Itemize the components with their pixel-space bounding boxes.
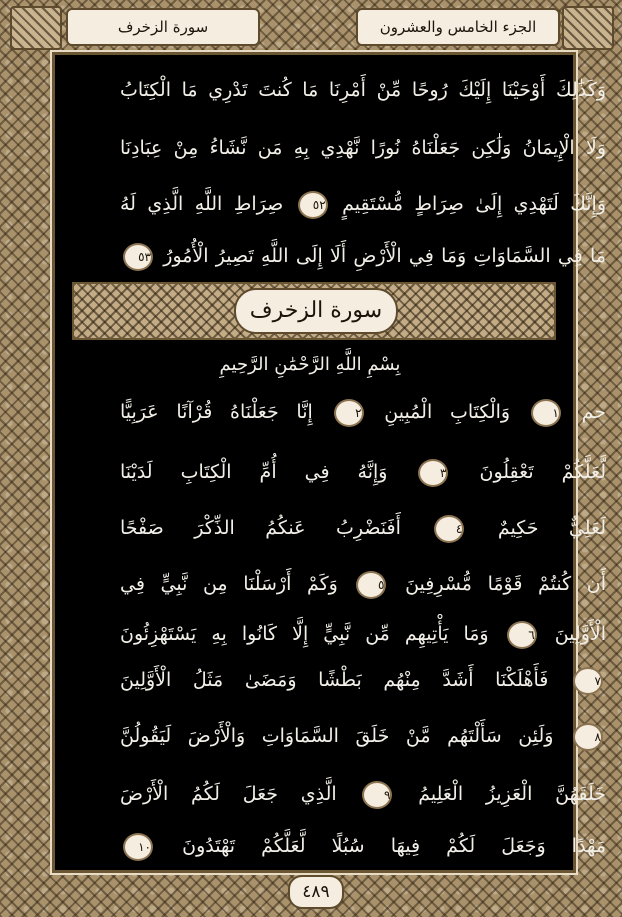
- ayah-marker: ٥٢: [298, 191, 328, 219]
- ayah-marker: ٤: [434, 515, 464, 543]
- verse-text: وَالْكِتَابِ الْمُبِينِ: [384, 401, 511, 423]
- ayah-marker: ١٠: [123, 833, 153, 861]
- verse-line: [120, 508, 606, 548]
- ayah-marker: ٧: [573, 667, 603, 695]
- verse-text: مَا فِي السَّمَاوَاتِ وَمَا فِي الْأَرْضِ أَلَا إِلَى اللَّهِ تَصِيرُ الْأُمُورُ: [163, 245, 606, 267]
- verse-line: [120, 826, 606, 866]
- verse-text: وَإِنَّهُ فِي أُمِّ الْكِتَابِ لَدَيْنَا: [120, 461, 388, 483]
- verse-line: [120, 392, 606, 432]
- verse-text: الَّذِي جَعَلَ لَكُمُ الْأَرْضَ: [120, 783, 337, 805]
- verse-line: [120, 564, 606, 604]
- verse-line: [120, 716, 606, 756]
- ayah-marker: ٥٣: [123, 243, 153, 271]
- surah-banner: [72, 282, 556, 340]
- verse-line: [120, 70, 606, 110]
- ayah-marker: ٩: [362, 781, 392, 809]
- ayah-marker: ٢: [334, 399, 364, 427]
- ayah-marker: ٣: [418, 459, 448, 487]
- verse-text: وَلَئِن سَأَلْتَهُم مَّنْ خَلَقَ السَّمَاوَاتِ وَالْأَرْضَ لَيَقُولُنَّ: [120, 725, 554, 747]
- verse-line: [120, 452, 606, 492]
- verse-line: [120, 614, 606, 654]
- surah-header-label: سورة الزخرف: [66, 8, 260, 46]
- verse-text: وَلَا الْإِيمَانُ وَلَٰكِن جَعَلْنَاهُ نُورًا نَّهْدِي بِهِ مَن نَّشَاءُ مِنْ عِبَادِنَا: [120, 137, 606, 159]
- surah-title: سورة الزخرف: [234, 288, 398, 334]
- verse-text: خَلَقَهُنَّ الْعَزِيزُ الْعَلِيمُ: [418, 783, 606, 805]
- verse-text: حم: [581, 401, 606, 423]
- verse-line: [120, 660, 606, 700]
- verse-text: لَعَلِيٌّ حَكِيمٌ: [497, 517, 606, 539]
- ayah-marker: ٦: [507, 621, 537, 649]
- verse-text: مَهْدًا وَجَعَلَ لَكُمْ فِيهَا سُبُلًا لَّعَلَّكُمْ تَهْتَدُونَ: [182, 835, 606, 857]
- verse-text: إِنَّا جَعَلْنَاهُ قُرْآنًا عَرَبِيًّا: [120, 401, 313, 423]
- juz-label: الجزء الخامس والعشرون: [356, 8, 560, 46]
- corner-ornament-right: [562, 6, 614, 50]
- basmala: بِسْمِ اللَّهِ الرَّحْمَٰنِ الرَّحِيمِ: [219, 354, 401, 375]
- ayah-marker: ١: [531, 399, 561, 427]
- page-number: ٤٨٩: [288, 875, 344, 909]
- corner-ornament-left: [10, 6, 62, 50]
- verse-line: [120, 236, 606, 276]
- verse-text: لَّعَلَّكُمْ تَعْقِلُونَ: [479, 461, 606, 483]
- verse-text: فَأَهْلَكْنَا أَشَدَّ مِنْهُم بَطْشًا وَمَضَىٰ مَثَلُ الْأَوَّلِينَ: [120, 669, 549, 691]
- verse-line: [120, 184, 606, 224]
- verse-line: [120, 128, 606, 168]
- verse-text: صِرَاطِ اللَّهِ الَّذِي لَهُ: [120, 193, 284, 215]
- ayah-marker: ٥: [356, 571, 386, 599]
- verse-text: أَفَنَضْرِبُ عَنكُمُ الذِّكْرَ صَفْحًا: [120, 517, 401, 539]
- verse-text: وَإِنَّكَ لَتَهْدِي إِلَىٰ صِرَاطٍ مُّسْتَقِيمٍ: [342, 193, 606, 215]
- verse-text: وَكَذَٰلِكَ أَوْحَيْنَا إِلَيْكَ رُوحًا مِّنْ أَمْرِنَا مَا كُنتَ تَدْرِي مَا الْكِتَابُ: [120, 79, 606, 101]
- verse-text: وَمَا يَأْتِيهِم مِّن نَّبِيٍّ إِلَّا كَانُوا بِهِ يَسْتَهْزِئُونَ: [120, 623, 489, 645]
- verse-line: [120, 774, 606, 814]
- verse-text: أَن كُنتُمْ قَوْمًا مُّسْرِفِينَ: [405, 573, 606, 595]
- verse-text: الْأَوَّلِينَ: [554, 623, 606, 645]
- verse-text: وَكَمْ أَرْسَلْنَا مِن نَّبِيٍّ فِي: [120, 573, 338, 595]
- ayah-marker: ٨: [573, 723, 603, 751]
